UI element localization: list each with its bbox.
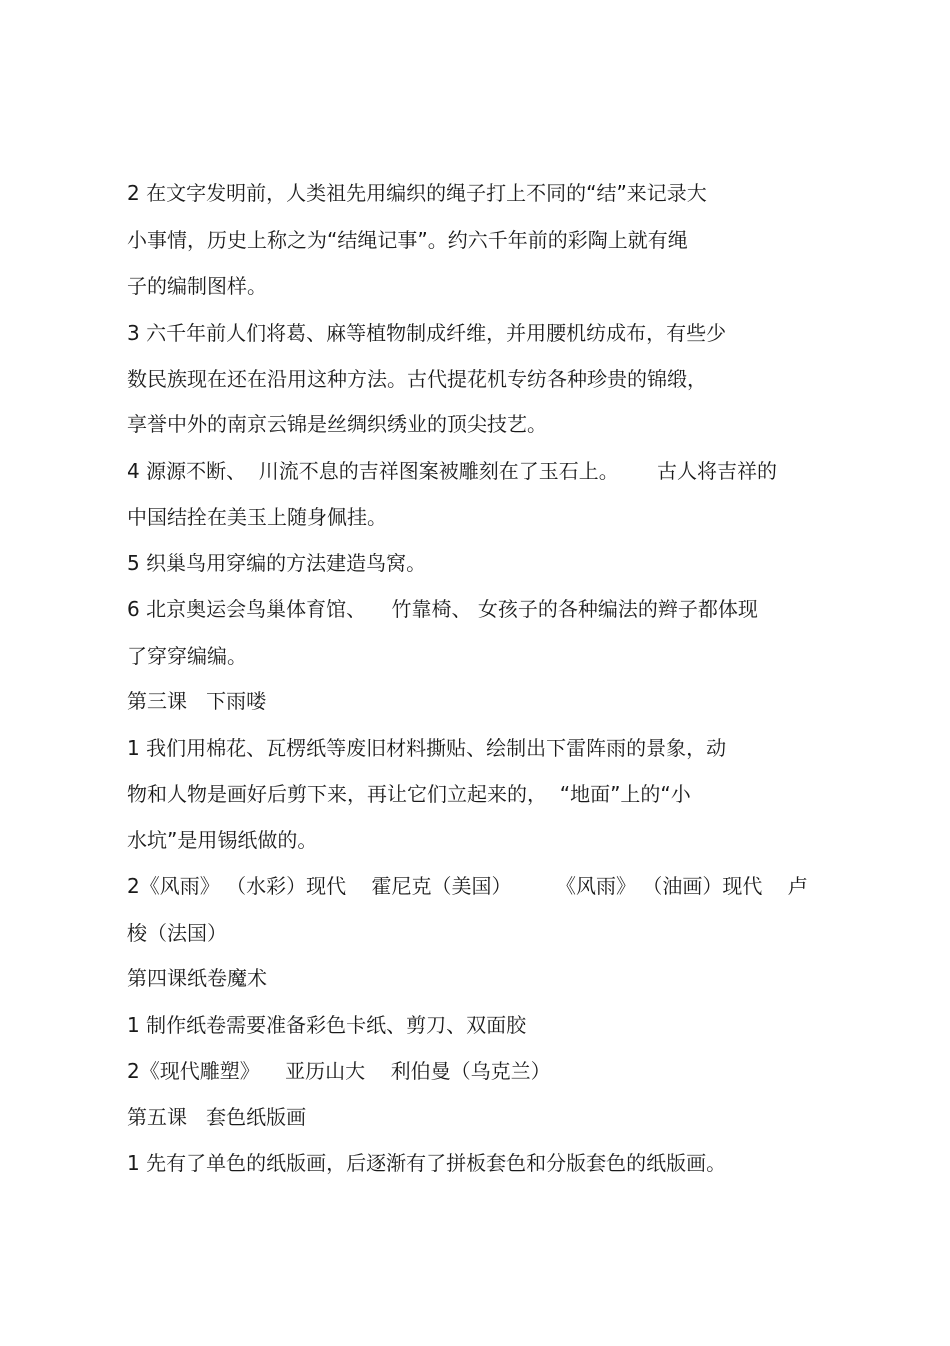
text-line: 享誉中外的南京云锦是丝绸织绣业的顶尖技艺。 xyxy=(127,412,547,436)
text-line: 梭（法国） xyxy=(127,921,227,945)
lesson-heading: 第五课 套色纸版画 xyxy=(127,1105,307,1129)
text-line: 了穿穿编编。 xyxy=(127,644,247,668)
text-line: 2 在文字发明前，人类祖先用编织的绳子打上不同的“结”来记录大 xyxy=(127,181,707,205)
text-line: 6 北京奥运会鸟巢体育馆、 竹靠椅、 女孩子的各种编法的辫子都体现 xyxy=(127,597,758,621)
text-line: 小事情，历史上称之为“结绳记事”。约六千年前的彩陶上就有绳 xyxy=(127,228,688,252)
text-line: 物和人物是画好后剪下来，再让它们立起来的， “地面”上的“小 xyxy=(127,782,691,806)
text-line: 2《现代雕塑》 亚历山大 利伯曼（乌克兰） xyxy=(127,1059,551,1083)
text-line: 1 先有了单色的纸版画，后逐渐有了拼板套色和分版套色的纸版画。 xyxy=(127,1151,727,1175)
text-line: 2《风雨》 （水彩）现代 霍尼克（美国） 《风雨》 （油画）现代 卢 xyxy=(127,874,808,898)
text-line: 4 源源不断、 川流不息的吉祥图案被雕刻在了玉石上。 古人将吉祥的 xyxy=(127,459,777,483)
text-line: 数民族现在还在沿用这种方法。古代提花机专纺各种珍贵的锦缎， xyxy=(127,367,707,391)
text-line: 水坑”是用锡纸做的。 xyxy=(127,828,318,852)
lesson-heading: 第三课 下雨喽 xyxy=(127,689,267,713)
text-line: 5 织巢鸟用穿编的方法建造鸟窝。 xyxy=(127,551,427,575)
lesson-heading: 第四课纸卷魔术 xyxy=(127,966,267,990)
text-line: 子的编制图样。 xyxy=(127,274,267,298)
text-line: 1 制作纸卷需要准备彩色卡纸、剪刀、双面胶 xyxy=(127,1013,527,1037)
text-line: 3 六千年前人们将葛、麻等植物制成纤维，并用腰机纺成布，有些少 xyxy=(127,321,727,345)
text-line: 1 我们用棉花、瓦楞纸等废旧材料撕贴、绘制出下雷阵雨的景象，动 xyxy=(127,736,727,760)
text-line: 中国结拴在美玉上随身佩挂。 xyxy=(127,505,387,529)
